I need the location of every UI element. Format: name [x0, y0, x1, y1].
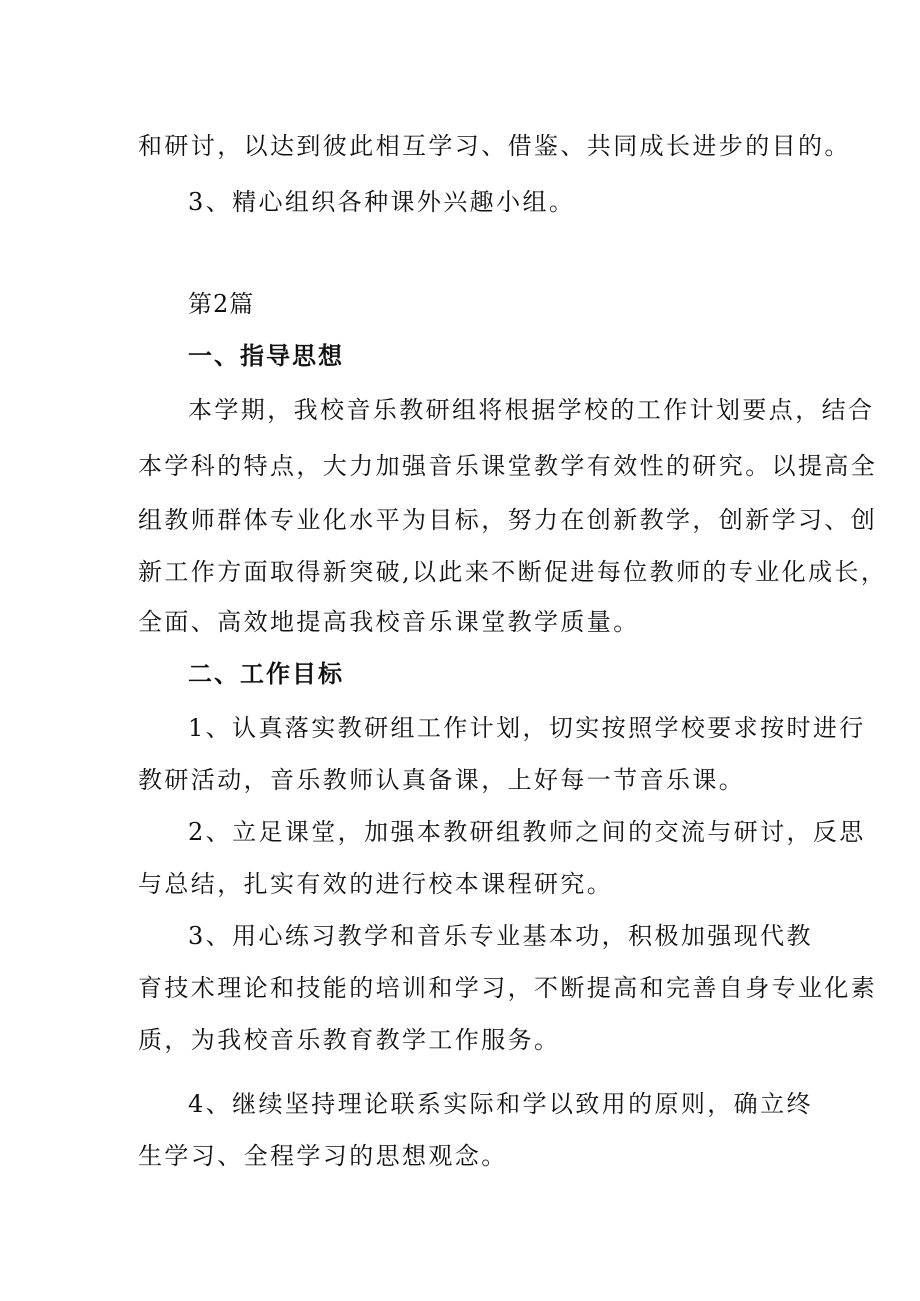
paragraph-line: 2、立足课堂，加强本教研组教师之间的交流与研讨，反思 [188, 818, 866, 846]
heading-work-goals: 二、工作目标 [188, 660, 344, 688]
section-title: 第2篇 [188, 290, 255, 318]
paragraph-line: 育技术理论和技能的培训和学习，不断提高和完善自身专业化素 [138, 974, 878, 1002]
paragraph-line: 新工作方面取得新突破,以此来不断促进每位教师的专业化成长， [138, 558, 888, 586]
paragraph-line: 质，为我校音乐教育教学工作服务。 [138, 1026, 561, 1054]
paragraph-line: 与总结，扎实有效的进行校本课程研究。 [138, 870, 614, 898]
paragraph-line: 4、继续坚持理论联系实际和学以致用的原则，确立终 [188, 1090, 813, 1118]
list-item: 3、精心组织各种课外兴趣小组。 [188, 188, 576, 216]
paragraph-line: 生学习、全程学习的思想观念。 [138, 1142, 508, 1170]
paragraph-line: 全面、高效地提高我校音乐课堂教学质量。 [138, 608, 640, 636]
paragraph-line: 组教师群体专业化水平为目标，努力在创新教学，创新学习、创 [138, 506, 878, 534]
paragraph-line: 本学期，我校音乐教研组将根据学校的工作计划要点，结合 [188, 396, 875, 424]
paragraph-line: 本学科的特点，大力加强音乐课堂教学有效性的研究。以提高全 [138, 452, 878, 480]
heading-guiding-thought: 一、指导思想 [188, 342, 344, 370]
paragraph-line: 3、用心练习教学和音乐专业基本功，积极加强现代教 [188, 922, 813, 950]
paragraph-continuation: 和研讨，以达到彼此相互学习、借鉴、共同成长进步的目的。 [138, 132, 851, 160]
paragraph-line: 教研活动，音乐教师认真备课，上好每一节音乐课。 [138, 766, 746, 794]
paragraph-line: 1、认真落实教研组工作计划，切实按照学校要求按时进行 [188, 714, 866, 742]
